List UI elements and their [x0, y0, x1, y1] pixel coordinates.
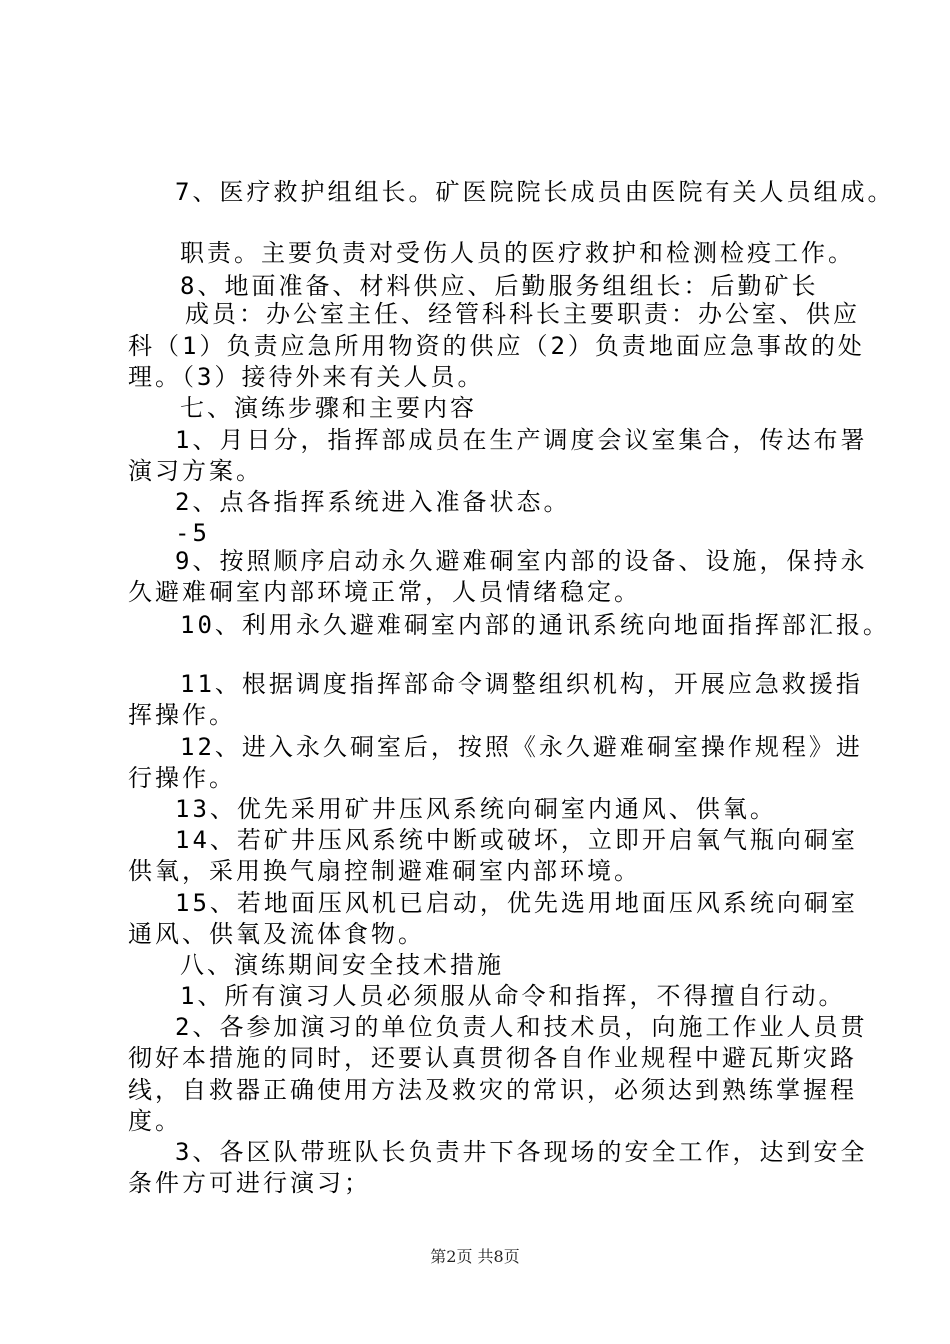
text-line: 通风、供氧及流体食物。	[128, 920, 425, 948]
text-line: 度。	[128, 1107, 182, 1135]
text-line: 9、按照顺序启动永久避难硐室内部的设备、设施，保持永	[175, 547, 868, 575]
text-line: 彻好本措施的同时，还要认真贯彻各自作业规程中避瓦斯灾路	[128, 1044, 857, 1072]
text-line: 演习方案。	[128, 457, 263, 485]
text-line: 11、根据调度指挥部命令调整组织机构，开展应急救援指	[180, 670, 863, 698]
text-line: 7、医疗救护组组长。矿医院院长成员由医院有关人员组成。	[175, 178, 895, 206]
text-line: 3、各区队带班队长负责井下各现场的安全工作，达到安全	[175, 1138, 868, 1166]
page-marker: -5	[175, 519, 210, 547]
text-line: 1、月日分，指挥部成员在生产调度会议室集合，传达布署	[175, 426, 868, 454]
text-line: 14、若矿井压风系统中断或破坏，立即开启氧气瓶向硐室	[175, 826, 858, 854]
text-line: 久避难硐室内部环境正常，人员情绪稳定。	[128, 578, 641, 606]
text-line: 1、所有演习人员必须服从命令和指挥，不得擅自行动。	[180, 982, 846, 1010]
text-line: 挥操作。	[128, 701, 236, 729]
text-line: 13、优先采用矿井压风系统向硐室内通风、供氧。	[175, 795, 777, 823]
text-line: 2、各参加演习的单位负责人和技术员，向施工作业人员贯	[175, 1013, 868, 1041]
text-line: 理。（3）接待外来有关人员。	[128, 363, 485, 391]
text-line: 2、点各指挥系统进入准备状态。	[175, 488, 571, 516]
text-line: 10、利用永久避难硐室内部的通讯系统向地面指挥部汇报。	[180, 611, 890, 639]
text-line: 科（1）负责应急所用物资的供应（2）负责地面应急事故的处	[128, 332, 865, 360]
text-line: 12、进入永久硐室后，按照《永久避难硐室操作规程》进	[180, 733, 863, 761]
text-line: 8、地面准备、材料供应、后勤服务组组长：后勤矿长	[180, 272, 819, 300]
text-line: 线，自救器正确使用方法及救灾的常识，必须达到熟练掌握程	[128, 1076, 857, 1104]
section-heading: 八、演练期间安全技术措施	[180, 951, 504, 979]
text-line: 行操作。	[128, 764, 236, 792]
text-line: 条件方可进行演习；	[128, 1169, 371, 1197]
text-line: 15、若地面压风机已启动，优先选用地面压风系统向硐室	[175, 889, 858, 917]
text-line: 成员：办公室主任、经管科科长主要职责：办公室、供应	[185, 300, 860, 328]
text-line: 职责。主要负责对受伤人员的医疗救护和检测检疫工作。	[180, 239, 855, 267]
text-line: 供氧，采用换气扇控制避难硐室内部环境。	[128, 857, 641, 885]
page-footer: 第2页 共8页	[430, 1247, 520, 1266]
section-heading: 七、演练步骤和主要内容	[180, 394, 477, 422]
